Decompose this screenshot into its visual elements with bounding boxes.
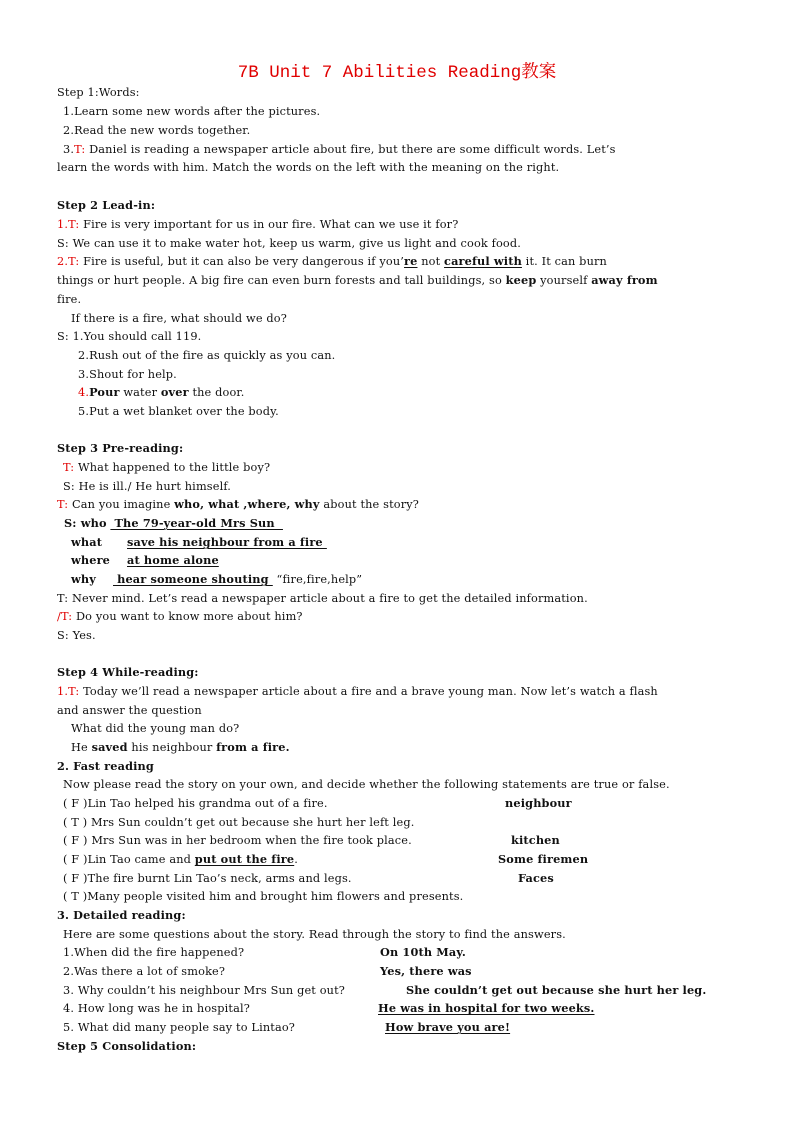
step4-intro-2: and answer the question	[57, 704, 202, 717]
qa-question: 2.Was there a lot of smoke?	[63, 965, 226, 978]
step2-line-3: things or hurt people. A big fire can even burn forests and tall buildings, so keep yourself away from	[57, 273, 658, 287]
step3-question-2: T: Can you imagine who, what ,where, why about the story?	[57, 497, 420, 511]
tf-statement: ( F )Lin Tao came and put out the fire.	[63, 852, 298, 866]
teacher-tag: T:	[74, 143, 86, 156]
step3-question-1: T: What happened to the little boy?	[63, 461, 271, 474]
step3-line-t4: /T: Do you want to know more about him?	[57, 610, 303, 623]
tf-correction: Some firemen	[498, 852, 589, 866]
step1-heading: Step 1:Words:	[57, 86, 140, 99]
step3-line-t3: T: Never mind. Let’s read a newspaper article about a fire to get the detailed information.	[57, 592, 588, 605]
step3-where-answer: at home alone	[127, 553, 219, 567]
tf-correction: neighbour	[505, 796, 572, 810]
step5-heading: Step 5 Consolidation:	[57, 1039, 197, 1053]
qa-question: 5. What did many people say to Lintao?	[63, 1021, 295, 1034]
step4-answer: He saved his neighbour from a fire.	[71, 740, 290, 754]
step3-answer-1: S: He is ill./ He hurt himself.	[63, 480, 232, 493]
step3-what-label: what	[71, 535, 103, 549]
step3-where-label: where	[71, 553, 111, 567]
step2-line-4: fire.	[57, 293, 82, 306]
step3-why-answer: hear someone shouting “fire,fire,help”	[113, 572, 363, 586]
qa-answer: She couldn’t get out because she hurt her leg.	[406, 983, 707, 997]
step3-what-answer: save his neighbour from a fire	[127, 535, 327, 549]
step1-line-3: 3.T: Daniel is reading a newspaper article about fire, but there are some difficult words. Let’s	[63, 143, 616, 156]
step1-line-2: 2.Read the new words together.	[63, 124, 251, 137]
tf-correction: kitchen	[511, 833, 560, 847]
step2-answer-4: 4.Pour water over the door.	[78, 385, 245, 399]
step3-line-s2: S: Yes.	[57, 629, 96, 642]
step3-heading: Step 3 Pre-reading:	[57, 441, 184, 455]
step4-intro-1: 1.T: Today we’ll read a newspaper article about a fire and a brave young man. Now let’s watch a flash	[57, 685, 658, 698]
step2-line-2: 2.T: Fire is useful, but it can also be very dangerous if you’re not careful with it. It can burn	[57, 254, 607, 268]
qa-question: 1.When did the fire happened?	[63, 946, 245, 959]
step3-who: S: who The 79-year-old Mrs Sun	[64, 516, 283, 530]
step2-answer-5: 5.Put a wet blanket over the body.	[78, 405, 279, 418]
qa-answer: He was in hospital for two weeks.	[378, 1001, 595, 1015]
step2-student-answer: S: We can use it to make water hot, keep us warm, give us light and cook food.	[57, 237, 521, 250]
teacher-tag: T:	[68, 255, 80, 268]
teacher-tag: T:	[68, 218, 80, 231]
step3-why-label: why	[71, 572, 96, 586]
step2-heading: Step 2 Lead-in:	[57, 198, 156, 212]
fast-reading-heading: 2. Fast reading	[57, 759, 154, 773]
step2-answer-3: 3.Shout for help.	[78, 368, 177, 381]
step2-answer-2: 2.Rush out of the fire as quickly as you can.	[78, 349, 336, 362]
tf-statement: ( F )Lin Tao helped his grandma out of a fire.	[63, 797, 328, 810]
step1-line-1: 1.Learn some new words after the pictures.	[63, 105, 321, 118]
detailed-reading-heading: 3. Detailed reading:	[57, 908, 186, 922]
tf-statement: ( F )The fire burnt Lin Tao’s neck, arms and legs.	[63, 872, 352, 885]
qa-answer: On 10th May.	[380, 945, 466, 959]
detailed-reading-intro: Here are some questions about the story. Read through the story to find the answers.	[63, 928, 566, 941]
step2-question: If there is a fire, what should we do?	[71, 312, 287, 325]
tf-correction: Faces	[518, 871, 554, 885]
page-title: 7B Unit 7 Abilities Reading教案	[237, 63, 557, 83]
fast-reading-intro: Now please read the story on your own, and decide whether the following statements are true or false.	[63, 778, 670, 791]
qa-question: 4. How long was he in hospital?	[63, 1002, 250, 1015]
tf-statement: ( T ) Mrs Sun couldn’t get out because she hurt her left leg.	[63, 816, 415, 829]
step1-line-4: learn the words with him. Match the words on the left with the meaning on the right.	[57, 161, 560, 174]
qa-answer: Yes, there was	[380, 964, 472, 978]
step2-answer-1: S: 1.You should call 119.	[57, 330, 202, 343]
step2-line-1: 1.T: Fire is very important for us in our fire. What can we use it for?	[57, 218, 459, 231]
step4-question: What did the young man do?	[71, 722, 240, 735]
qa-answer: How brave you are!	[385, 1020, 511, 1034]
step4-heading: Step 4 While-reading:	[57, 665, 199, 679]
tf-statement: ( T )Many people visited him and brought him flowers and presents.	[63, 890, 464, 903]
qa-question: 3. Why couldn’t his neighbour Mrs Sun get out?	[63, 984, 345, 997]
tf-statement: ( F ) Mrs Sun was in her bedroom when the fire took place.	[63, 834, 412, 847]
